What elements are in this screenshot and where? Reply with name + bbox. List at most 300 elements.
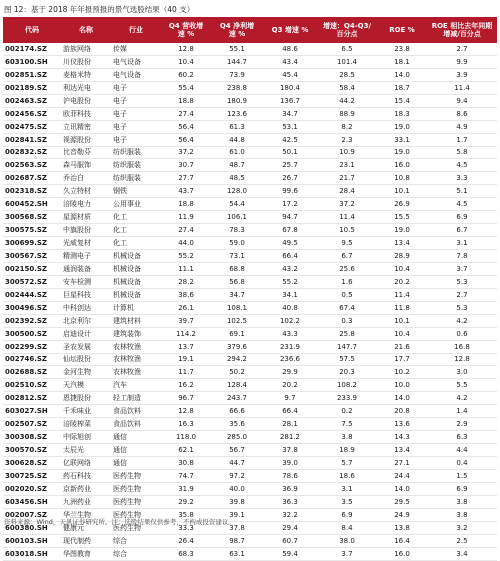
cell-name: 天汽模 (61, 379, 111, 392)
cell-q4-profit-growth: 128.0 (211, 185, 263, 198)
cell-industry: 纺织服装 (111, 172, 161, 185)
cell-q4-revenue-growth: 39.7 (161, 314, 211, 327)
cell-name: 星源材质 (61, 211, 111, 224)
cell-roe-change: 2.9 (427, 418, 497, 431)
table-row (3, 94, 497, 107)
cell-q4-profit-growth: 48.7 (211, 159, 263, 172)
cell-q3-growth: 36.9 (263, 482, 317, 495)
table-row (3, 146, 497, 159)
cell-q4-profit-growth: 37.8 (211, 521, 263, 534)
cell-q3-growth: 26.7 (263, 172, 317, 185)
cell-q3-growth: 59.4 (263, 547, 317, 560)
cell-roe-change: 3.8 (427, 508, 497, 521)
cell-name: 麦格米特 (61, 68, 111, 81)
cell-roe-change: 2.7 (427, 43, 497, 55)
cell-code: 002392.SZ (3, 314, 61, 327)
cell-q4-revenue-growth: 18.8 (161, 94, 211, 107)
cell-industry: 通信 (111, 457, 161, 470)
cell-name: 沪电股份 (61, 94, 111, 107)
table-row (3, 457, 497, 470)
cell-roe-change: 2.5 (427, 534, 497, 547)
cell-q4-revenue-growth: 16.3 (161, 418, 211, 431)
cell-growth-diff: 28.5 (317, 68, 377, 81)
cell-q4-revenue-growth: 33.3 (161, 521, 211, 534)
cell-industry: 医药生物 (111, 521, 161, 534)
cell-q4-revenue-growth: 55.2 (161, 250, 211, 263)
header-roe: ROE % (377, 17, 427, 43)
cell-industry: 化工 (111, 211, 161, 224)
cell-code: 002812.SZ (3, 392, 61, 405)
cell-q3-growth: 49.5 (263, 237, 317, 250)
cell-name: 光威复材 (61, 237, 111, 250)
figure-title: 图 12：基于 2018 年年报预报的景气选股结果（40 支） (4, 5, 195, 14)
cell-industry: 汽车 (111, 379, 161, 392)
cell-code: 603456.SH (3, 495, 61, 508)
cell-q3-growth: 94.7 (263, 211, 317, 224)
table-row (3, 211, 497, 224)
cell-name: 涪陵榨菜 (61, 418, 111, 431)
cell-roe-change: 3.1 (427, 237, 497, 250)
cell-name: 亿联网络 (61, 457, 111, 470)
cell-q4-revenue-growth: 30.7 (161, 159, 211, 172)
cell-growth-diff: 88.9 (317, 107, 377, 120)
cell-roe: 19.0 (377, 120, 427, 133)
cell-q4-revenue-growth: 60.2 (161, 68, 211, 81)
table-row (3, 133, 497, 146)
cell-name: 太辰光 (61, 444, 111, 457)
cell-roe: 20.2 (377, 275, 427, 288)
cell-q3-growth: 66.4 (263, 250, 317, 263)
cell-roe-change: 11.4 (427, 81, 497, 94)
cell-q4-profit-growth: 61.0 (211, 146, 263, 159)
cell-q4-revenue-growth: 11.9 (161, 211, 211, 224)
cell-code: 002563.SZ (3, 159, 61, 172)
cell-q3-growth: 32.2 (263, 508, 317, 521)
cell-industry: 机械设备 (111, 250, 161, 263)
cell-roe: 19.0 (377, 224, 427, 237)
cell-q4-revenue-growth: 27.4 (161, 224, 211, 237)
cell-code: 300572.SZ (3, 275, 61, 288)
header-q4-revenue-growth: Q4 营收增 速 % (161, 17, 211, 43)
cell-roe: 14.0 (377, 392, 427, 405)
cell-industry: 机械设备 (111, 275, 161, 288)
cell-q4-profit-growth: 68.8 (211, 262, 263, 275)
cell-industry: 食品饮料 (111, 418, 161, 431)
cell-roe: 18.1 (377, 55, 427, 68)
cell-growth-diff: 1.6 (317, 275, 377, 288)
table-row (3, 43, 497, 55)
cell-roe: 27.1 (377, 457, 427, 470)
cell-industry: 电气设备 (111, 55, 161, 68)
table-row (3, 327, 497, 340)
table-row (3, 224, 497, 237)
cell-industry: 钢铁 (111, 185, 161, 198)
cell-roe-change: 3.3 (427, 172, 497, 185)
cell-growth-diff: 44.2 (317, 94, 377, 107)
cell-growth-diff: 67.4 (317, 301, 377, 314)
cell-q4-revenue-growth: 26.1 (161, 301, 211, 314)
cell-q3-growth: 17.2 (263, 198, 317, 211)
cell-industry: 医药生物 (111, 495, 161, 508)
cell-q4-revenue-growth: 68.3 (161, 547, 211, 560)
cell-q4-revenue-growth: 38.6 (161, 288, 211, 301)
cell-industry: 电子 (111, 120, 161, 133)
cell-growth-diff: 8.2 (317, 120, 377, 133)
header-q4-profit-growth: Q4 净利增 速 % (211, 17, 263, 43)
cell-roe: 24.9 (377, 508, 427, 521)
cell-q4-revenue-growth: 44.0 (161, 237, 211, 250)
cell-industry: 建筑材料 (111, 314, 161, 327)
cell-industry: 计算机 (111, 301, 161, 314)
cell-roe: 10.2 (377, 366, 427, 379)
cell-roe: 16.4 (377, 534, 427, 547)
cell-name: 健康元 (61, 521, 111, 534)
cell-industry: 综合 (111, 534, 161, 547)
cell-roe-change: 6.3 (427, 431, 497, 444)
cell-roe: 11.8 (377, 301, 427, 314)
cell-q3-growth: 29.9 (263, 366, 317, 379)
cell-q4-profit-growth: 59.0 (211, 237, 263, 250)
cell-code: 002832.SZ (3, 146, 61, 159)
cell-roe-change: 3.9 (427, 68, 497, 81)
table-row (3, 120, 497, 133)
cell-roe: 21.6 (377, 340, 427, 353)
cell-roe: 13.4 (377, 444, 427, 457)
cell-name: 现代制药 (61, 534, 111, 547)
cell-growth-diff: 0.3 (317, 314, 377, 327)
table-row (3, 469, 497, 482)
cell-industry: 农林牧渔 (111, 366, 161, 379)
cell-roe: 20.8 (377, 405, 427, 418)
cell-roe-change: 5.3 (427, 301, 497, 314)
cell-q4-profit-growth: 50.2 (211, 366, 263, 379)
cell-roe-change: 6.9 (427, 211, 497, 224)
cell-roe: 13.4 (377, 237, 427, 250)
cell-growth-diff: 18.6 (317, 469, 377, 482)
cell-code: 300567.SZ (3, 250, 61, 263)
cell-growth-diff: 3.1 (317, 482, 377, 495)
cell-roe-change: 4.4 (427, 444, 497, 457)
cell-roe: 11.4 (377, 288, 427, 301)
cell-name: 药石科技 (61, 469, 111, 482)
cell-q4-profit-growth: 144.7 (211, 55, 263, 68)
cell-growth-diff: 38.0 (317, 534, 377, 547)
stock-table (3, 17, 497, 561)
cell-roe-change: 1.7 (427, 133, 497, 146)
cell-industry: 医药生物 (111, 469, 161, 482)
cell-growth-diff: 21.7 (317, 172, 377, 185)
table-row (3, 547, 497, 560)
cell-code: 300575.SZ (3, 224, 61, 237)
cell-industry: 农林牧渔 (111, 340, 161, 353)
cell-q4-profit-growth: 243.7 (211, 392, 263, 405)
cell-q4-revenue-growth: 96.7 (161, 392, 211, 405)
cell-growth-diff: 25.6 (317, 262, 377, 275)
table-row (3, 237, 497, 250)
cell-q4-revenue-growth: 12.8 (161, 43, 211, 55)
cell-roe-change: 3.0 (427, 366, 497, 379)
cell-industry: 农林牧渔 (111, 353, 161, 366)
cell-code: 002020.SZ (3, 482, 61, 495)
cell-q4-profit-growth: 39.1 (211, 508, 263, 521)
cell-growth-diff: 37.2 (317, 198, 377, 211)
table-row (3, 301, 497, 314)
table-row (3, 159, 497, 172)
cell-name: 立讯精密 (61, 120, 111, 133)
cell-name: 华图教育 (61, 547, 111, 560)
cell-code: 002007.SZ (3, 508, 61, 521)
cell-industry: 医药生物 (111, 508, 161, 521)
cell-growth-diff: 3.8 (317, 431, 377, 444)
cell-q4-revenue-growth: 18.8 (161, 198, 211, 211)
table-row (3, 340, 497, 353)
cell-roe-change: 3.8 (427, 495, 497, 508)
cell-q4-profit-growth: 73.9 (211, 68, 263, 81)
cell-roe-change: 4.2 (427, 314, 497, 327)
cell-roe: 33.1 (377, 133, 427, 146)
header-industry: 行业 (111, 17, 161, 43)
cell-q3-growth: 78.6 (263, 469, 317, 482)
cell-q3-growth: 40.8 (263, 301, 317, 314)
cell-roe: 14.3 (377, 431, 427, 444)
cell-code: 600452.SH (3, 198, 61, 211)
cell-growth-diff: 5.7 (317, 457, 377, 470)
cell-q4-revenue-growth: 30.8 (161, 457, 211, 470)
cell-growth-diff: 0.2 (317, 405, 377, 418)
cell-industry: 纺织服装 (111, 146, 161, 159)
cell-name: 视源股份 (61, 133, 111, 146)
cell-name: 精测电子 (61, 250, 111, 263)
cell-growth-diff: 8.4 (317, 521, 377, 534)
cell-q3-growth: 99.6 (263, 185, 317, 198)
cell-roe: 10.4 (377, 327, 427, 340)
cell-roe: 24.4 (377, 469, 427, 482)
table-row (3, 107, 497, 120)
cell-roe: 26.9 (377, 198, 427, 211)
cell-industry: 公用事业 (111, 198, 161, 211)
cell-growth-diff: 6.7 (317, 250, 377, 263)
cell-roe-change: 3.4 (427, 547, 497, 560)
cell-name: 千禾味业 (61, 405, 111, 418)
cell-growth-diff: 9.5 (317, 237, 377, 250)
table-row (3, 250, 497, 263)
cell-code: 002510.SZ (3, 379, 61, 392)
cell-industry: 机械设备 (111, 262, 161, 275)
cell-industry: 纺织服装 (111, 159, 161, 172)
cell-roe-change: 4.2 (427, 392, 497, 405)
cell-name: 涪陵电力 (61, 198, 111, 211)
cell-q4-profit-growth: 97.2 (211, 469, 263, 482)
cell-growth-diff: 108.2 (317, 379, 377, 392)
cell-code: 300308.SZ (3, 431, 61, 444)
cell-q3-growth: 45.4 (263, 68, 317, 81)
table-row (3, 68, 497, 81)
cell-q4-profit-growth: 56.7 (211, 444, 263, 457)
cell-code: 300699.SZ (3, 237, 61, 250)
cell-q3-growth: 231.9 (263, 340, 317, 353)
cell-industry: 综合 (111, 547, 161, 560)
cell-q4-profit-growth: 379.6 (211, 340, 263, 353)
cell-roe-change: 7.8 (427, 250, 497, 263)
cell-roe: 29.5 (377, 495, 427, 508)
cell-q4-profit-growth: 294.2 (211, 353, 263, 366)
header-q3-growth: Q3 增速 % (263, 17, 317, 43)
table-row (3, 431, 497, 444)
cell-roe-change: 6.7 (427, 224, 497, 237)
cell-q4-revenue-growth: 29.2 (161, 495, 211, 508)
cell-q4-profit-growth: 40.0 (211, 482, 263, 495)
cell-q3-growth: 43.3 (263, 327, 317, 340)
cell-q3-growth: 28.1 (263, 418, 317, 431)
cell-roe: 16.0 (377, 547, 427, 560)
cell-roe: 18.7 (377, 81, 427, 94)
table-row (3, 405, 497, 418)
cell-growth-diff: 2.3 (317, 133, 377, 146)
cell-roe-change: 3.7 (427, 262, 497, 275)
cell-q4-revenue-growth: 118.0 (161, 431, 211, 444)
cell-q3-growth: 281.2 (263, 431, 317, 444)
table-row (3, 288, 497, 301)
cell-code: 002318.SZ (3, 185, 61, 198)
cell-roe-change: 4.9 (427, 120, 497, 133)
cell-q4-revenue-growth: 31.9 (161, 482, 211, 495)
cell-growth-diff: 147.7 (317, 340, 377, 353)
cell-q4-profit-growth: 102.5 (211, 314, 263, 327)
cell-q4-profit-growth: 39.8 (211, 495, 263, 508)
table-row (3, 534, 497, 547)
cell-q4-revenue-growth: 114.2 (161, 327, 211, 340)
cell-code: 002174.SZ (3, 43, 61, 55)
cell-code: 002851.SZ (3, 68, 61, 81)
cell-q4-revenue-growth: 35.8 (161, 508, 211, 521)
cell-roe: 10.8 (377, 172, 427, 185)
cell-name: 安车检测 (61, 275, 111, 288)
cell-name: 森马服饰 (61, 159, 111, 172)
cell-q4-revenue-growth: 26.4 (161, 534, 211, 547)
cell-q3-growth: 43.4 (263, 55, 317, 68)
table-row (3, 198, 497, 211)
cell-q3-growth: 102.2 (263, 314, 317, 327)
cell-roe: 15.5 (377, 211, 427, 224)
cell-q4-profit-growth: 128.4 (211, 379, 263, 392)
cell-code: 002687.SZ (3, 172, 61, 185)
header-name: 名称 (61, 17, 111, 43)
cell-name: 华兰生物 (61, 508, 111, 521)
cell-q4-profit-growth: 238.8 (211, 81, 263, 94)
cell-code: 300496.SZ (3, 301, 61, 314)
cell-name: 川仪股份 (61, 55, 111, 68)
cell-roe: 14.0 (377, 482, 427, 495)
cell-growth-diff: 18.9 (317, 444, 377, 457)
cell-q4-profit-growth: 61.3 (211, 120, 263, 133)
table-row (3, 379, 497, 392)
cell-growth-diff: 7.5 (317, 418, 377, 431)
cell-q4-profit-growth: 108.1 (211, 301, 263, 314)
cell-roe: 10.4 (377, 262, 427, 275)
table-row (3, 366, 497, 379)
cell-name: 利达光电 (61, 81, 111, 94)
cell-name: 启迪设计 (61, 327, 111, 340)
cell-growth-diff: 20.3 (317, 366, 377, 379)
cell-roe: 13.8 (377, 521, 427, 534)
cell-q4-profit-growth: 56.8 (211, 275, 263, 288)
cell-q3-growth: 67.8 (263, 224, 317, 237)
cell-code: 002475.SZ (3, 120, 61, 133)
cell-industry: 传媒 (111, 43, 161, 55)
cell-name: 圣农发展 (61, 340, 111, 353)
cell-roe: 15.4 (377, 94, 427, 107)
cell-q4-profit-growth: 106.1 (211, 211, 263, 224)
cell-roe-change: 5.8 (427, 146, 497, 159)
cell-q4-profit-growth: 34.7 (211, 288, 263, 301)
cell-growth-diff: 11.4 (317, 211, 377, 224)
cell-growth-diff: 25.8 (317, 327, 377, 340)
table-row (3, 495, 497, 508)
cell-q4-profit-growth: 44.8 (211, 133, 263, 146)
cell-q3-growth: 42.5 (263, 133, 317, 146)
cell-q3-growth: 55.2 (263, 275, 317, 288)
cell-code: 002189.SZ (3, 81, 61, 94)
cell-q4-revenue-growth: 27.4 (161, 107, 211, 120)
cell-q3-growth: 25.7 (263, 159, 317, 172)
cell-q4-revenue-growth: 56.4 (161, 133, 211, 146)
cell-q3-growth: 20.2 (263, 379, 317, 392)
cell-growth-diff: 101.4 (317, 55, 377, 68)
cell-code: 603100.SH (3, 55, 61, 68)
cell-name: 通润装备 (61, 262, 111, 275)
cell-code: 002456.SZ (3, 107, 61, 120)
cell-q4-profit-growth: 98.7 (211, 534, 263, 547)
source-note: 资料来源：Wind，天风证券研究所。注：选股结果仅供参考，不构成投资建议。 (4, 518, 235, 526)
cell-growth-diff: 23.1 (317, 159, 377, 172)
cell-roe: 10.0 (377, 379, 427, 392)
cell-industry: 化工 (111, 237, 161, 250)
cell-industry: 建筑装饰 (111, 327, 161, 340)
cell-q4-profit-growth: 69.1 (211, 327, 263, 340)
cell-industry: 通信 (111, 444, 161, 457)
cell-q3-growth: 50.1 (263, 146, 317, 159)
cell-q4-profit-growth: 44.7 (211, 457, 263, 470)
table-row (3, 185, 497, 198)
cell-roe: 28.9 (377, 250, 427, 263)
cell-growth-diff: 6.5 (317, 43, 377, 55)
cell-name: 恩捷股份 (61, 392, 111, 405)
cell-q4-revenue-growth: 11.7 (161, 366, 211, 379)
cell-code: 600103.SH (3, 534, 61, 547)
cell-growth-diff: 58.4 (317, 81, 377, 94)
cell-industry: 食品饮料 (111, 405, 161, 418)
cell-industry: 通信 (111, 431, 161, 444)
table-row (3, 172, 497, 185)
cell-code: 002507.SZ (3, 418, 61, 431)
cell-q4-revenue-growth: 56.4 (161, 120, 211, 133)
cell-q3-growth: 36.3 (263, 495, 317, 508)
cell-industry: 电子 (111, 107, 161, 120)
cell-roe-change: 1.5 (427, 469, 497, 482)
cell-q4-profit-growth: 66.6 (211, 405, 263, 418)
cell-industry: 电子 (111, 81, 161, 94)
table-row (3, 314, 497, 327)
cell-q4-profit-growth: 63.1 (211, 547, 263, 560)
cell-industry: 电气设备 (111, 68, 161, 81)
table-body (3, 43, 497, 560)
cell-q3-growth: 236.6 (263, 353, 317, 366)
cell-name: 仙坛股份 (61, 353, 111, 366)
cell-growth-diff: 0.5 (317, 288, 377, 301)
cell-roe: 10.1 (377, 314, 427, 327)
cell-q4-profit-growth: 123.6 (211, 107, 263, 120)
cell-code: 300568.SZ (3, 211, 61, 224)
